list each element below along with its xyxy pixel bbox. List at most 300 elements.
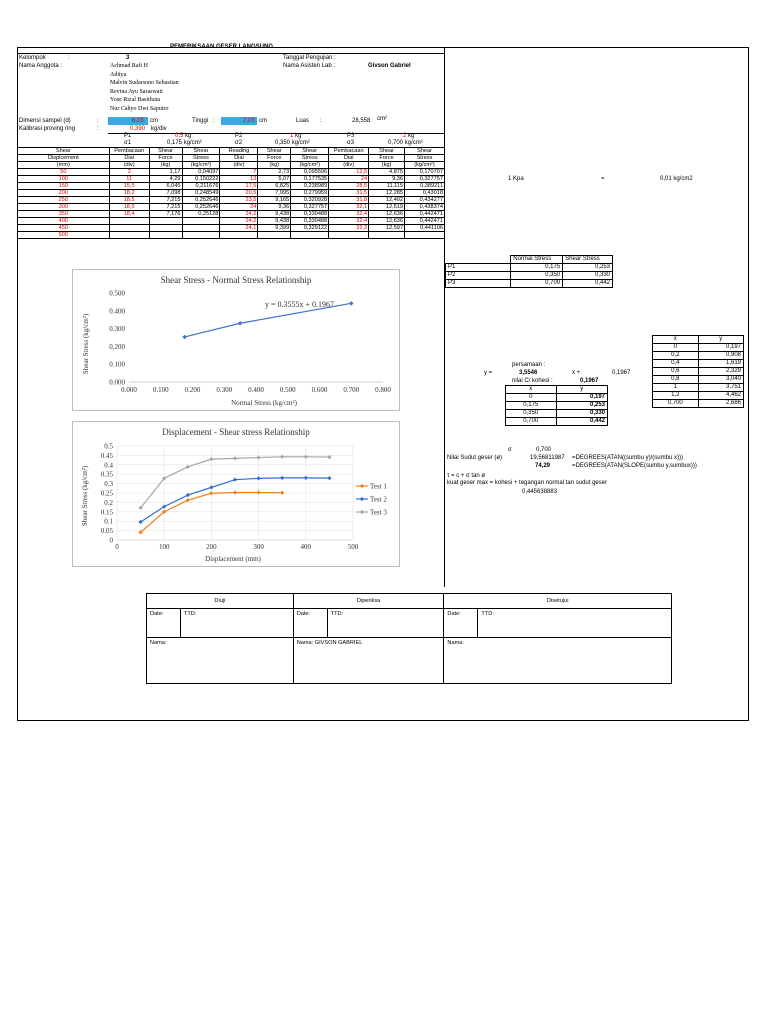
- table-cell: 400: [18, 218, 110, 225]
- ttd-label[interactable]: TTD:: [478, 609, 672, 638]
- luas-label: Luas: [296, 118, 310, 124]
- chart2-ytick: 0.2: [104, 498, 113, 507]
- table-cell: 24: [220, 204, 258, 211]
- header-cell: (kg/cm²): [405, 162, 445, 169]
- load-p1-sigma: [124, 140, 131, 147]
- chart1-xtick: 0.200: [184, 386, 201, 394]
- chart2-point: [256, 455, 260, 459]
- table-cell: [109, 225, 149, 232]
- load-unit: kg: [185, 133, 192, 139]
- persamaan-row: [506, 402, 608, 410]
- header-cell: Displcement: [18, 155, 110, 162]
- table-cell: 0,150222: [182, 176, 220, 183]
- table-cell: 17,5: [220, 183, 258, 190]
- chart2-xlabel: Displacement (mm): [205, 555, 261, 563]
- stress-unit: kg/cm²: [183, 140, 202, 146]
- luas-unit: cm²: [377, 116, 387, 122]
- conversion-left: 1 Kpa: [508, 176, 524, 182]
- xy-header: x: [653, 336, 699, 344]
- table-row: [18, 218, 445, 225]
- table-cell: 12,285: [369, 190, 405, 197]
- persamaan-cell: 0: [506, 394, 557, 402]
- legend-marker: [360, 497, 364, 501]
- summary-value: 0,350: [511, 272, 563, 280]
- table-cell: 6,045: [149, 183, 182, 190]
- table-cell: 0,43018: [405, 190, 445, 197]
- table-cell: 0,442471: [405, 211, 445, 218]
- chart2-point: [256, 490, 260, 494]
- header-cell: Dial: [109, 155, 149, 162]
- table-cell: 4,29: [149, 176, 182, 183]
- tinggi-label: Tinggi: [192, 118, 209, 124]
- member-name: Revina Ayu Saraswati: [110, 88, 163, 95]
- xy-row: [653, 352, 744, 360]
- chart2-point: [304, 476, 308, 480]
- chart1-ytick: 0.500: [109, 289, 125, 298]
- table-cell: [329, 232, 369, 239]
- normal-stress-chart: [72, 269, 400, 411]
- table-cell: [182, 218, 220, 225]
- xy-body: [653, 344, 744, 408]
- chart2-xtick: 100: [158, 543, 170, 551]
- xy-cell: 0: [653, 344, 699, 352]
- table-cell: 50: [18, 169, 110, 176]
- xy-row: [653, 384, 744, 392]
- table-cell: 32,3: [329, 225, 369, 232]
- xy-cell: 4,462: [698, 392, 744, 400]
- kalibrasi-value: 0,390: [130, 126, 146, 132]
- chart2-point: [186, 493, 190, 497]
- xy-cell: 3,040: [698, 376, 744, 384]
- table-cell: 0,252646: [182, 204, 220, 211]
- header-cell: (kg): [369, 162, 405, 169]
- table-cell: 0,095596: [291, 169, 329, 176]
- table-header-row: [18, 155, 445, 162]
- summary-header-row: [446, 256, 613, 264]
- xy-table: [652, 335, 744, 408]
- table-cell: 7,995: [258, 190, 291, 197]
- table-cell: 18,5: [109, 197, 149, 204]
- table-cell: 32,1: [329, 204, 369, 211]
- kelompok-value: 3: [126, 55, 130, 61]
- table-cell: 0,238989: [291, 183, 329, 190]
- table-cell: 250: [18, 197, 110, 204]
- table-cell: 0,389211: [405, 183, 445, 190]
- table-cell: 12,636: [369, 218, 405, 225]
- chart1-ytick: 0.000: [109, 378, 125, 387]
- header-cell: Shear: [369, 148, 405, 155]
- table-cell: [149, 225, 182, 232]
- kalibrasi-colon: :: [97, 126, 99, 132]
- table-cell: 150: [18, 183, 110, 190]
- table-cell: 7,215: [149, 204, 182, 211]
- chart1-xtick: 0.100: [152, 386, 169, 394]
- chart1-point: [349, 301, 354, 306]
- member-name: Aditya: [110, 71, 127, 78]
- load-p1-stress: [167, 140, 202, 147]
- legend-marker: [360, 510, 364, 514]
- load-name: P2: [235, 133, 243, 139]
- chart2-point: [233, 490, 237, 494]
- persamaan-cell: 0,350: [506, 410, 557, 418]
- table-cell: 0,438374: [405, 204, 445, 211]
- chart2-xtick: 400: [300, 543, 312, 551]
- table-row: [18, 232, 445, 239]
- table-cell: 7,215: [149, 197, 182, 204]
- chart1-ytick: 0.200: [109, 342, 125, 351]
- persamaan-intercept: 0,1967: [612, 370, 631, 376]
- legend-marker: [360, 484, 364, 488]
- chart1-xtick: 0.400: [248, 386, 264, 394]
- table-cell: [182, 225, 220, 232]
- load-name: P3: [347, 133, 355, 139]
- persamaan-cell: 0,442: [556, 418, 608, 426]
- chart1-equation: y = 0.3555x + 0.1967: [265, 300, 335, 309]
- table-row: [18, 183, 445, 190]
- table-cell: 450: [18, 225, 110, 232]
- chart1-title: Shear Stress - Normal Stress Relationship: [160, 275, 312, 285]
- load-p1: [124, 133, 131, 140]
- xy-row: [653, 368, 744, 376]
- chart2-point: [233, 478, 237, 482]
- table-cell: 100: [18, 176, 110, 183]
- table-cell: 500: [18, 232, 110, 239]
- sudut-val1: 19,56811987: [530, 455, 565, 461]
- sudut-val2: 74,29: [535, 463, 551, 469]
- table-cell: [220, 232, 258, 239]
- table-cell: 13: [220, 176, 258, 183]
- table-cell: 7: [220, 169, 258, 176]
- asisten-label: Nama Asisten Lab :: [283, 63, 336, 69]
- chart1-xlabel: Normal Stress (kg/cm²): [231, 399, 297, 407]
- table-cell: 31,8: [329, 197, 369, 204]
- displacement-chart: [72, 421, 400, 567]
- tinggi-colon: :: [213, 118, 215, 124]
- xy-row: [653, 400, 744, 408]
- persamaan-cell: 0,700: [506, 418, 557, 426]
- table-row: [18, 190, 445, 197]
- chart2-legend: [356, 483, 387, 517]
- load-p1-kg: [175, 133, 191, 140]
- table-cell: 12,636: [369, 211, 405, 218]
- ttd-label[interactable]: TTD:: [327, 609, 444, 638]
- table-cell: 2,73: [258, 169, 291, 176]
- sigma-label: σ2: [235, 140, 243, 146]
- chart1-point: [182, 335, 187, 340]
- table-cell: [258, 232, 291, 239]
- chart1-xtick: 0.600: [311, 386, 328, 394]
- header-cell: (div): [220, 162, 258, 169]
- table-header-row: [18, 162, 445, 169]
- sigma-label: σ: [508, 447, 512, 453]
- table-cell: 0,442471: [405, 218, 445, 225]
- chart2-point: [256, 476, 260, 480]
- persamaan-header: y: [556, 386, 608, 394]
- summary-label: P2: [446, 272, 511, 280]
- chart2-xtick: 300: [253, 543, 264, 551]
- header-cell: Stress: [182, 155, 220, 162]
- xy-row: [653, 376, 744, 384]
- load-unit: kg: [295, 133, 302, 139]
- chart1-point: [238, 321, 243, 326]
- summary-value: 0,442: [563, 280, 613, 288]
- table-cell: [182, 232, 220, 239]
- table-cell: 5,07: [258, 176, 291, 183]
- summary-row: [446, 272, 613, 280]
- persamaan-table: [505, 385, 608, 426]
- table-cell: 6,825: [258, 183, 291, 190]
- table-cell: [149, 218, 182, 225]
- normal-stress-chart-svg: [73, 270, 399, 410]
- header-cell: Force: [149, 155, 182, 162]
- kalibrasi-label: Kalibrasi proving ring: [19, 126, 76, 132]
- table-cell: 350: [18, 211, 110, 218]
- chart2-point: [186, 465, 190, 469]
- chart2-point: [280, 491, 284, 495]
- xy-header: y: [698, 336, 744, 344]
- table-cell: 0,329122: [291, 225, 329, 232]
- load-p2-sigma: [235, 140, 242, 147]
- sigma-value: 0,700: [536, 447, 552, 453]
- table-row: [18, 176, 445, 183]
- legend-label: Test 2: [370, 495, 387, 504]
- member-name: Yose Rizal Basithuta: [110, 97, 161, 104]
- header-cell: Dial: [220, 155, 258, 162]
- table-cell: 0,434277: [405, 197, 445, 204]
- summary-value: 0,253: [563, 264, 613, 272]
- table-cell: 12,5: [329, 169, 369, 176]
- table-cell: 0,170707: [405, 169, 445, 176]
- xy-row: [653, 392, 744, 400]
- tau-equation: τ = c + σ tan ø: [447, 473, 486, 479]
- table-cell: 0,211676: [182, 183, 220, 190]
- load-p3-stress: [388, 140, 423, 147]
- signature-header-row: [147, 594, 672, 609]
- summary-label: P1: [446, 264, 511, 272]
- dimensi-label: Dimensi sampel (d): [19, 118, 71, 124]
- load-kg: 0,5: [175, 133, 184, 139]
- table-cell: 18,2: [109, 190, 149, 197]
- tanggal-label: Tanggal Pengujian :: [283, 55, 336, 61]
- header-cell: Shear: [149, 148, 182, 155]
- member-name: Nur Cahyo Dwi Saputro: [110, 105, 169, 112]
- table-cell: 1,17: [149, 169, 182, 176]
- header-cell: Shear: [182, 148, 220, 155]
- persamaan-header: x: [506, 386, 557, 394]
- chart2-series-line: [141, 478, 330, 522]
- header-cell: (kg/cm²): [182, 162, 220, 169]
- summary-table: [445, 255, 613, 288]
- header-cell: Pembacaan: [109, 148, 149, 155]
- persamaan-row: [506, 418, 608, 426]
- load-block-rule: [108, 133, 444, 134]
- table-cell: [109, 232, 149, 239]
- table-cell: 200: [18, 190, 110, 197]
- ttd-label[interactable]: TTD:: [180, 609, 293, 638]
- signature-header-diuji: Diuji: [147, 594, 294, 609]
- load-p3: [347, 133, 354, 140]
- table-row: [18, 197, 445, 204]
- xy-cell: 3,751: [698, 384, 744, 392]
- chart2-ytick: 0.5: [104, 442, 113, 451]
- header-cell: Shear: [258, 148, 291, 155]
- table-cell: 9,438: [258, 218, 291, 225]
- xy-row: [653, 344, 744, 352]
- chart2-xtick: 0: [115, 543, 119, 551]
- persamaan-cell: 0,253: [556, 402, 608, 410]
- chart2-point: [209, 491, 213, 495]
- chart2-xtick: 500: [347, 543, 359, 551]
- chart2-ytick: 0.1: [104, 517, 113, 526]
- load-p3-kg: [403, 133, 414, 140]
- table-cell: 11,115: [369, 183, 405, 190]
- header-cell: Stress: [405, 155, 445, 162]
- chart1-axes: [109, 290, 391, 395]
- member-list: [110, 62, 179, 114]
- table-row: [18, 225, 445, 232]
- member-name: Malvin Sudarsono Sebastian: [110, 80, 179, 87]
- header-cell: (mm): [18, 162, 110, 169]
- header-cell: Force: [369, 155, 405, 162]
- summary-label: P3: [446, 280, 511, 288]
- chart2-point: [209, 457, 213, 461]
- table-cell: 28,5: [329, 183, 369, 190]
- load-kg: 2: [403, 133, 407, 139]
- signature-name-row: [147, 638, 672, 684]
- table-header-row: [18, 148, 445, 155]
- member-name: Achmad Rafi H: [110, 63, 148, 69]
- header-cell: (div): [329, 162, 369, 169]
- anggota-label: Nama Anggota :: [19, 63, 63, 69]
- table-cell: 18,5: [109, 204, 149, 211]
- stress-value: 0,700: [388, 140, 404, 146]
- header-cell: Shear: [291, 148, 329, 155]
- chart1-xtick: 0.300: [216, 386, 233, 394]
- summary-row: [446, 280, 613, 288]
- table-cell: 32,4: [329, 211, 369, 218]
- chart2-marks: [138, 455, 331, 535]
- legend-label: Test 3: [370, 508, 387, 517]
- table-cell: 7,176: [149, 211, 182, 218]
- title-underline: [17, 53, 445, 54]
- table-cell: 24,1: [220, 225, 258, 232]
- summary-value: 0,700: [511, 280, 563, 288]
- stress-value: 0,175: [167, 140, 183, 146]
- table-cell: 4,875: [369, 169, 405, 176]
- chart2-title: Displacement - Shear stress Relationship: [162, 427, 310, 437]
- chart2-ytick: 0.25: [100, 489, 113, 498]
- chart1-ylabel: Shear Stress (kg/cm²): [82, 313, 90, 375]
- table-cell: 0,177535: [291, 176, 329, 183]
- table-cell: 9,36: [369, 176, 405, 183]
- persamaan-cell: 0,175: [506, 402, 557, 410]
- xy-cell: 0,197: [698, 344, 744, 352]
- kohesi-label: nilai C/ kohesi :: [512, 378, 553, 384]
- sudut-label: Nilai Sudut geser (ø): [447, 455, 503, 461]
- nama-diperiksa[interactable]: Nama: GIVSON GABRIEL: [293, 638, 444, 684]
- table-cell: 0,279959: [291, 190, 329, 197]
- table-cell: 0,327757: [405, 176, 445, 183]
- chart2-point: [280, 476, 284, 480]
- table-cell: 20,5: [220, 190, 258, 197]
- xy-cell: 0,8: [653, 376, 699, 384]
- chart2-point: [209, 485, 213, 489]
- header-cell: Force: [258, 155, 291, 162]
- xy-cell: 1: [653, 384, 699, 392]
- persamaan-row: [506, 394, 608, 402]
- chart2-ytick: 0.3: [104, 480, 113, 489]
- xy-cell: 1,2: [653, 392, 699, 400]
- table-cell: 32,4: [329, 218, 369, 225]
- table-cell: 0,330488: [291, 211, 329, 218]
- table-cell: 11: [109, 176, 149, 183]
- dimensi-colon: :: [97, 118, 99, 124]
- date-label: Date:: [293, 609, 327, 638]
- sigma-label: σ3: [347, 140, 355, 146]
- nama-diuji[interactable]: Nama:: [147, 638, 294, 684]
- tinggi-unit: cm: [259, 118, 267, 124]
- header-cell: (kg/cm²): [291, 162, 329, 169]
- xy-cell: 2,686: [698, 400, 744, 408]
- xy-cell: 1,619: [698, 360, 744, 368]
- table-cell: 9,36: [258, 204, 291, 211]
- date-label: Date:: [147, 609, 181, 638]
- table-cell: [369, 232, 405, 239]
- header-cell: Pembacaan: [329, 148, 369, 155]
- tinggi-value: 2,03: [243, 118, 255, 124]
- table-cell: 24: [329, 176, 369, 183]
- chart2-point: [233, 456, 237, 460]
- nama-disetujui[interactable]: Nama:: [444, 638, 672, 684]
- xy-header-row: [653, 336, 744, 344]
- xy-row: [653, 360, 744, 368]
- table-cell: 24,2: [220, 218, 258, 225]
- chart2-point: [327, 476, 331, 480]
- persamaan-row: [506, 410, 608, 418]
- table-cell: 12,597: [369, 225, 405, 232]
- signature-header-disetujui: Disetujui: [444, 594, 672, 609]
- chart2-ytick: 0.15: [100, 508, 113, 517]
- stress-unit: kg/cm²: [404, 140, 423, 146]
- table-row: [18, 204, 445, 211]
- sudut-formula2: =DEGREES(ATAN(SLOPE(sumbu y,sumbux))): [572, 463, 697, 469]
- conversion-eq: =: [601, 176, 605, 182]
- table-cell: 9,399: [258, 225, 291, 232]
- persamaan-cell: 0,330: [556, 410, 608, 418]
- table-cell: 0,04097: [182, 169, 220, 176]
- table-cell: 15,5: [109, 183, 149, 190]
- luas-value: 28,558: [352, 118, 371, 124]
- table-cell: 0,25128: [182, 211, 220, 218]
- table-cell: 0,441106: [405, 225, 445, 232]
- chart2-ytick: 0.4: [104, 461, 113, 470]
- table-cell: 23,5: [220, 197, 258, 204]
- kelompok-label: Kelompok: [19, 55, 46, 61]
- xy-cell: 0,6: [653, 368, 699, 376]
- load-p3-sigma: [347, 140, 354, 147]
- chart2-ytick: 0.45: [100, 451, 113, 460]
- sudut-formula1: =DEGREES(ATAN((sumbu y)/(sumbu x))): [572, 455, 683, 461]
- table-cell: 0,327757: [291, 204, 329, 211]
- persamaan-label: persamaan :: [512, 362, 546, 368]
- table-cell: 9,438: [258, 211, 291, 218]
- displacement-chart-svg: [73, 422, 399, 566]
- persamaan-cell: 0,197: [556, 394, 608, 402]
- load-p2-stress: [275, 140, 310, 147]
- signature-header-diperiksa: Diperiksa: [293, 594, 444, 609]
- asisten-value: Givson Gabriel: [368, 63, 411, 69]
- chart1-ytick: 0.100: [109, 360, 125, 369]
